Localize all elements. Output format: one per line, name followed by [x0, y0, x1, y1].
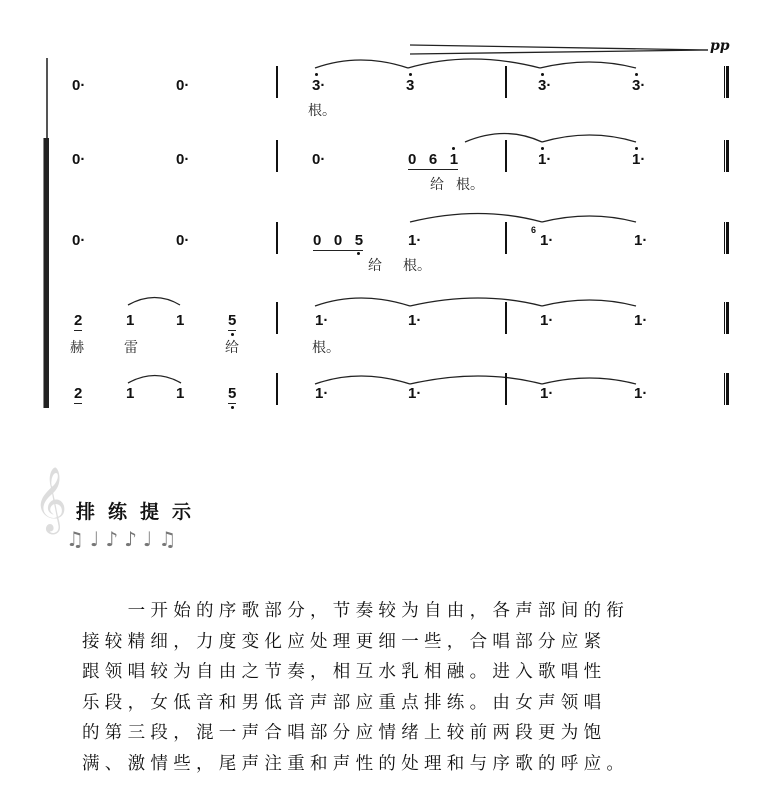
final-barline [724, 222, 729, 254]
lyric: 根。 [312, 340, 340, 356]
section-heading: 排练提示 [76, 501, 205, 523]
note-2: 2 [74, 312, 83, 329]
barline [505, 302, 507, 334]
note-1: 1 [315, 312, 324, 329]
barline [276, 373, 278, 405]
lyric: 雷 [124, 340, 138, 356]
paragraph-line: 一开始的序歌部分，节奏较为自由，各声部间的衔 [82, 601, 630, 621]
note-1: 1 [126, 385, 135, 402]
note-1: 1 [540, 385, 549, 402]
rehearsal-notes-paragraph [82, 596, 702, 779]
lyric: 给 [368, 258, 382, 274]
final-barline [724, 140, 729, 172]
note-rest: 0 [72, 232, 81, 249]
barline [276, 140, 278, 172]
note-1: 1 [408, 385, 417, 402]
paragraph-line: 乐段，女低音和男低音声部应重点排练。由女声领唱 [82, 692, 607, 713]
note-1: 1 [634, 232, 643, 249]
note-low-5: 5 [228, 312, 237, 329]
note-1: 1 [126, 312, 135, 329]
paragraph-line: 的第三段，混一声合唱部分应情绪上较前两段更为饱 [82, 723, 607, 743]
final-barline [724, 66, 729, 98]
barline [276, 66, 278, 98]
barline [276, 222, 278, 254]
note-1: 1 [408, 232, 417, 249]
note-high-1: 1 [632, 151, 641, 168]
note-1: 1 [540, 232, 549, 249]
note-high-1: 1 [538, 151, 547, 168]
barline [505, 222, 507, 254]
barline [505, 140, 507, 172]
note-2: 2 [74, 385, 83, 402]
note-1: 1 [176, 385, 185, 402]
paragraph-line: 满、激情些，尾声注重和声性的处理和与序歌的呼应。 [82, 753, 630, 774]
music-notes-decoration-icon: ♫♩♪♪♩♫ [66, 527, 183, 551]
note-1: 1 [634, 312, 643, 329]
lyric: 赫 [70, 340, 84, 356]
note-rest: 0 [176, 232, 185, 249]
grace-note: 6 [531, 225, 537, 235]
note-rest: 0 [176, 77, 185, 94]
music-score: pp 0· 0· 3· 3 3· 3· 根。 0· 0· 0· 0 6 1 1· 1· 给 根。 0· 0· 0 0 5 1· 6 1· 1· 给 根。 2 1 1 5 1· 1· 1· 1· 赫 雷 给 根。 2 1 1 5 1· 1· 1· 1· [0, 0, 772, 430]
dynamic-pp: pp [710, 38, 730, 54]
treble-clef-icon: 𝄞 [34, 467, 68, 532]
final-barline [724, 373, 729, 405]
lyric: 根。 [403, 258, 431, 274]
barline [505, 373, 507, 405]
beamed-group: 0 0 5 [313, 232, 364, 249]
paragraph-line: 跟领唱较为自由之节奏，相互水乳相融。进入歌唱性 [82, 662, 607, 682]
lyric: 根。 [308, 103, 336, 119]
lyric: 给 [430, 177, 444, 193]
note-high-3: 3 [632, 77, 641, 94]
note-high-3: 3 [538, 77, 547, 94]
final-barline [724, 302, 729, 334]
beamed-group: 0 6 1 [408, 151, 459, 168]
lyric: 给 [225, 340, 239, 356]
note-1: 1 [176, 312, 185, 329]
note-1: 1 [540, 312, 549, 329]
note-1: 1 [634, 385, 643, 402]
barline [276, 302, 278, 334]
note-rest: 0 [176, 151, 185, 168]
paragraph-line: 接较精细，力度变化应处理更细一些，合唱部分应紧 [82, 631, 607, 652]
note-rest: 0 [72, 77, 81, 94]
note-rest: 0 [72, 151, 81, 168]
note-rest: 0 [312, 151, 321, 168]
note-low-5: 5 [228, 385, 237, 402]
lyric: 根。 [456, 177, 484, 193]
barline [505, 66, 507, 98]
note-high-3: 3 [406, 77, 415, 94]
note-1: 1 [315, 385, 324, 402]
note-1: 1 [408, 312, 417, 329]
note-high-3: 3 [312, 77, 321, 94]
